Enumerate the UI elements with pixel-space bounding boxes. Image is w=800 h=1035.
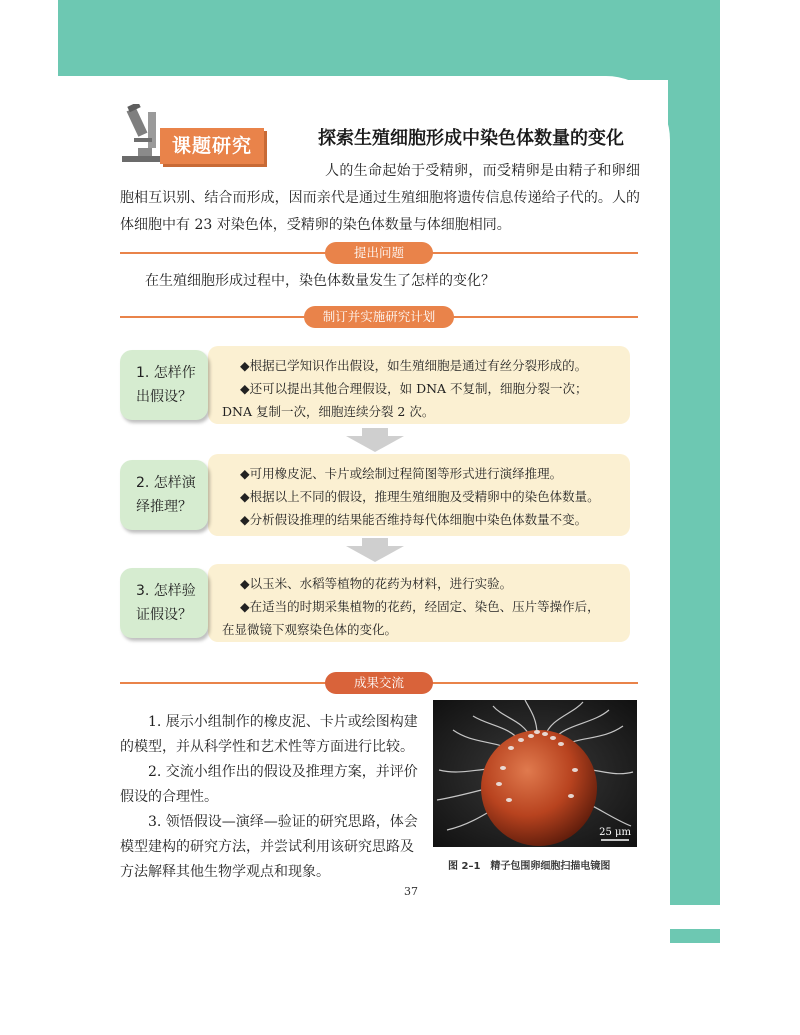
down-arrow-icon bbox=[346, 428, 404, 452]
step-3-line-1: ◆以玉米、水稻等植物的花药为材料，进行实验。 bbox=[240, 576, 513, 591]
step-1-content bbox=[208, 346, 630, 424]
step-2-line-2: ◆根据以上不同的假设，推理生殖细胞及受精卵中的染色体数量。 bbox=[240, 489, 600, 504]
step-3-line-3: 在显微镜下观察染色体的变化。 bbox=[222, 622, 398, 637]
research-question: 在生殖细胞形成过程中，染色体数量发生了怎样的变化？ bbox=[145, 273, 495, 289]
step-2-label-line-2: 绎推理？ bbox=[136, 499, 192, 515]
section-heading-results: 成果交流 bbox=[325, 672, 433, 694]
step-1-line-3: DNA 复制一次，细胞连续分裂 2 次。 bbox=[222, 404, 435, 419]
step-1-line-1: ◆根据已学知识作出假设，如生殖细胞是通过有丝分裂形成的。 bbox=[240, 358, 588, 373]
results-item-1: 1. 展示小组制作的橡皮泥、卡片或绘图构建的模型，并从科学性和艺术性等方面进行比较。 bbox=[120, 714, 418, 755]
step-2-label bbox=[120, 460, 208, 530]
egg-sperm-micrograph bbox=[433, 700, 637, 847]
intro-paragraph: 人的生命起始于受精卵，而受精卵是由精子和卵细胞相互识别、结合而形成，因而亲代是通过生殖细胞将遗传信息传递给子代的。人的体细胞中有 23 对染色体，受精卵的染色体数量与体细胞相同。 bbox=[120, 163, 640, 233]
teal-side-band bbox=[668, 0, 720, 905]
scale-bar-label: 25 μm bbox=[599, 827, 631, 838]
step-3-line-2: ◆在适当的时期采集植物的花药，经固定、染色、压片等操作后， bbox=[240, 599, 600, 614]
page-title: 探索生殖细胞形成中染色体数量的变化 bbox=[318, 128, 624, 149]
step-2-content bbox=[208, 454, 630, 536]
section-heading-plan: 制订并实施研究计划 bbox=[304, 306, 454, 328]
results-item-3: 3. 领悟假设—演绎—验证的研究思路，体会模型建构的研究方法，并尝试利用该研究思路及方法解释其他生物学观点和现象。 bbox=[120, 814, 418, 880]
step-3-content bbox=[208, 564, 630, 642]
micrograph-image bbox=[433, 700, 637, 847]
page-number: 37 bbox=[404, 885, 418, 898]
section-heading-ask: 提出问题 bbox=[325, 242, 433, 264]
step-3-label-line-2: 证假设？ bbox=[136, 607, 192, 623]
down-arrow-icon bbox=[346, 538, 404, 562]
teal-header-band bbox=[58, 0, 720, 80]
teal-side-tab bbox=[668, 929, 720, 943]
results-item-2: 2. 交流小组作出的假设及推理方案，并评价假设的合理性。 bbox=[120, 764, 418, 805]
step-3-label bbox=[120, 568, 208, 638]
step-1-label bbox=[120, 350, 208, 420]
topic-badge: 课题研究 bbox=[160, 128, 264, 164]
step-2-line-1: ◆可用橡皮泥、卡片或绘制过程简图等形式进行演绎推理。 bbox=[240, 466, 563, 481]
microscope-icon bbox=[118, 104, 166, 164]
results-list bbox=[120, 710, 420, 885]
step-2-label-line-1: 2. 怎样演 bbox=[136, 475, 196, 491]
step-1-label-line-2: 出假设？ bbox=[136, 389, 192, 405]
step-1-line-2: ◆还可以提出其他合理假设，如 DNA 不复制，细胞分裂一次； bbox=[240, 381, 588, 396]
step-3-label-line-1: 3. 怎样验 bbox=[136, 583, 196, 599]
figure-caption: 图 2–1 精子包围卵细胞扫描电镜图 bbox=[448, 861, 611, 872]
step-1-label-line-1: 1. 怎样作 bbox=[136, 365, 196, 381]
step-2-line-3: ◆分析假设推理的结果能否维持每代体细胞中染色体数量不变。 bbox=[240, 512, 588, 527]
